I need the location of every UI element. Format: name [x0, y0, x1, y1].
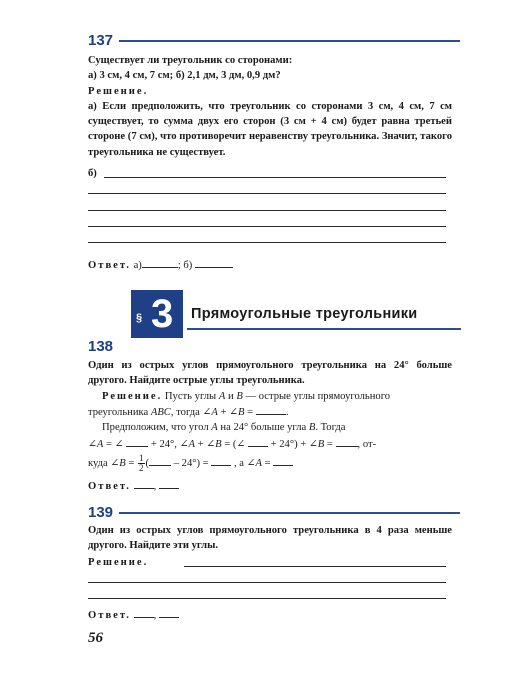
- text: = ∠: [106, 439, 124, 450]
- fraction-one-half: [138, 454, 145, 473]
- task-number: 138: [88, 337, 114, 355]
- answer-blank[interactable]: [126, 436, 148, 447]
- part-b-label: б): [88, 168, 97, 179]
- variable: A: [255, 457, 262, 469]
- text: на 24° больше угла: [220, 422, 307, 433]
- fraction-denominator: 2: [139, 463, 144, 473]
- text: =: [247, 407, 254, 419]
- task-139-question: Один из острых углов прямоугольного треугольника в 4 раза меньше другого. Найдите эти углы.: [88, 525, 452, 552]
- answer-separator: ,: [153, 481, 157, 492]
- answer-separator: ,: [153, 610, 157, 621]
- text: =: [264, 457, 271, 469]
- task-137-question: [88, 53, 452, 83]
- section-badge: [131, 290, 183, 338]
- answer-blank-b[interactable]: [195, 257, 233, 268]
- text: , а ∠: [233, 457, 256, 469]
- answer-line[interactable]: [88, 242, 446, 243]
- fraction-numerator: 1: [139, 453, 144, 463]
- text: – 24°) =: [173, 457, 209, 469]
- task-number: 137: [88, 31, 114, 49]
- text: .: [285, 407, 289, 419]
- variable: A: [218, 391, 226, 402]
- section-number: 3: [151, 292, 174, 336]
- answer-blank[interactable]: [134, 478, 154, 489]
- answer-blank[interactable]: [159, 478, 179, 489]
- variable: B: [317, 439, 325, 450]
- solution-label: Решение.: [102, 391, 163, 402]
- text: , от-: [357, 439, 377, 450]
- answer-line[interactable]: [88, 582, 446, 583]
- answer-blank[interactable]: [256, 404, 286, 415]
- text: куда ∠: [88, 457, 120, 469]
- section-title: Прямоугольные треугольники: [191, 306, 418, 322]
- task-138-answer: [88, 478, 452, 494]
- answer-line[interactable]: [104, 177, 446, 178]
- text: + 24°) + ∠: [270, 439, 318, 450]
- text: (: [145, 457, 150, 469]
- variable: A: [188, 439, 195, 450]
- answer-blank[interactable]: [159, 607, 179, 618]
- answer-blank-a[interactable]: [142, 257, 178, 268]
- task-number: 139: [88, 503, 114, 521]
- task-138-header: [88, 336, 152, 356]
- answer-blank[interactable]: [248, 436, 268, 447]
- task-137-answer: [88, 257, 452, 273]
- variable: B: [215, 439, 222, 450]
- task-138-result-line: [88, 454, 452, 473]
- answer-blank[interactable]: [149, 455, 171, 466]
- task-138-question: Один из острых углов прямоугольного треугольника на 24° больше другого. Найдите острые углы треугольника.: [88, 360, 452, 387]
- task-137-solution-text: а) Если предположить, что треугольник со сторонами 3 см, 4 см, 7 см существует, то сумма двух его сторон (3 см + 4 см) будет равна третьей стороне (7 см), что противоречит неравенству треугольника. Значит, такого треугольника не существует.: [88, 101, 452, 158]
- variable: B: [119, 457, 126, 469]
- section-symbol: §: [136, 312, 143, 324]
- text: Предположим, что угол: [102, 422, 209, 433]
- text: =: [326, 439, 333, 450]
- answer-separator: ; б): [177, 260, 193, 271]
- answer-line[interactable]: [88, 193, 446, 194]
- answer-line[interactable]: [88, 598, 446, 599]
- variable: A: [211, 422, 218, 433]
- solution-label: Решение.: [88, 557, 149, 568]
- answer-label: Ответ.: [88, 481, 131, 492]
- task-139-header: [88, 502, 460, 522]
- text: — острые углы прямоугольного треугольника: [88, 391, 391, 419]
- text: , тогда ∠: [170, 407, 212, 419]
- answer-line[interactable]: [88, 226, 446, 227]
- answer-label: Ответ.: [88, 260, 131, 271]
- text: + ∠: [220, 407, 239, 419]
- answer-blank[interactable]: [211, 455, 231, 466]
- text: + ∠: [197, 439, 216, 450]
- answer-blank[interactable]: [273, 455, 293, 466]
- variable: B: [238, 407, 245, 419]
- task-138-solution-step-2: [88, 420, 452, 435]
- variable: A: [211, 407, 218, 419]
- text: . Тогда: [315, 422, 346, 433]
- solution-label: Решение.: [88, 86, 149, 97]
- section-header: [131, 290, 461, 338]
- variable: ABC: [150, 407, 171, 419]
- variable: B: [236, 391, 243, 402]
- question-line-2: а) 3 см, 4 см, 7 см; б) 2,1 дм, 3 дм, 0,9 дм?: [88, 70, 281, 82]
- answer-line[interactable]: [88, 210, 446, 211]
- question-line-1: Существует ли треугольник со сторонами:: [88, 55, 293, 66]
- text: ∠: [88, 439, 97, 450]
- task-138-equation-line: [88, 436, 452, 452]
- header-rule: [119, 40, 460, 42]
- text: и: [227, 391, 234, 402]
- text: + 24°, ∠: [150, 439, 189, 450]
- text: Пусть углы: [164, 391, 217, 402]
- answer-blank[interactable]: [134, 607, 154, 618]
- section-rule: [187, 328, 461, 330]
- answer-label: Ответ.: [88, 610, 131, 621]
- answer-line[interactable]: [184, 566, 446, 567]
- task-139-answer: [88, 607, 452, 623]
- task-138-solution-step-1: [88, 389, 452, 420]
- header-rule: [119, 512, 460, 514]
- variable: B: [308, 422, 316, 433]
- variable: A: [96, 439, 104, 450]
- page-number: 56: [88, 630, 103, 646]
- answer-blank[interactable]: [336, 436, 358, 447]
- task-137-header: [88, 30, 460, 50]
- text: = (∠: [224, 439, 246, 450]
- answer-a-label: а): [133, 260, 142, 271]
- text: =: [128, 457, 135, 469]
